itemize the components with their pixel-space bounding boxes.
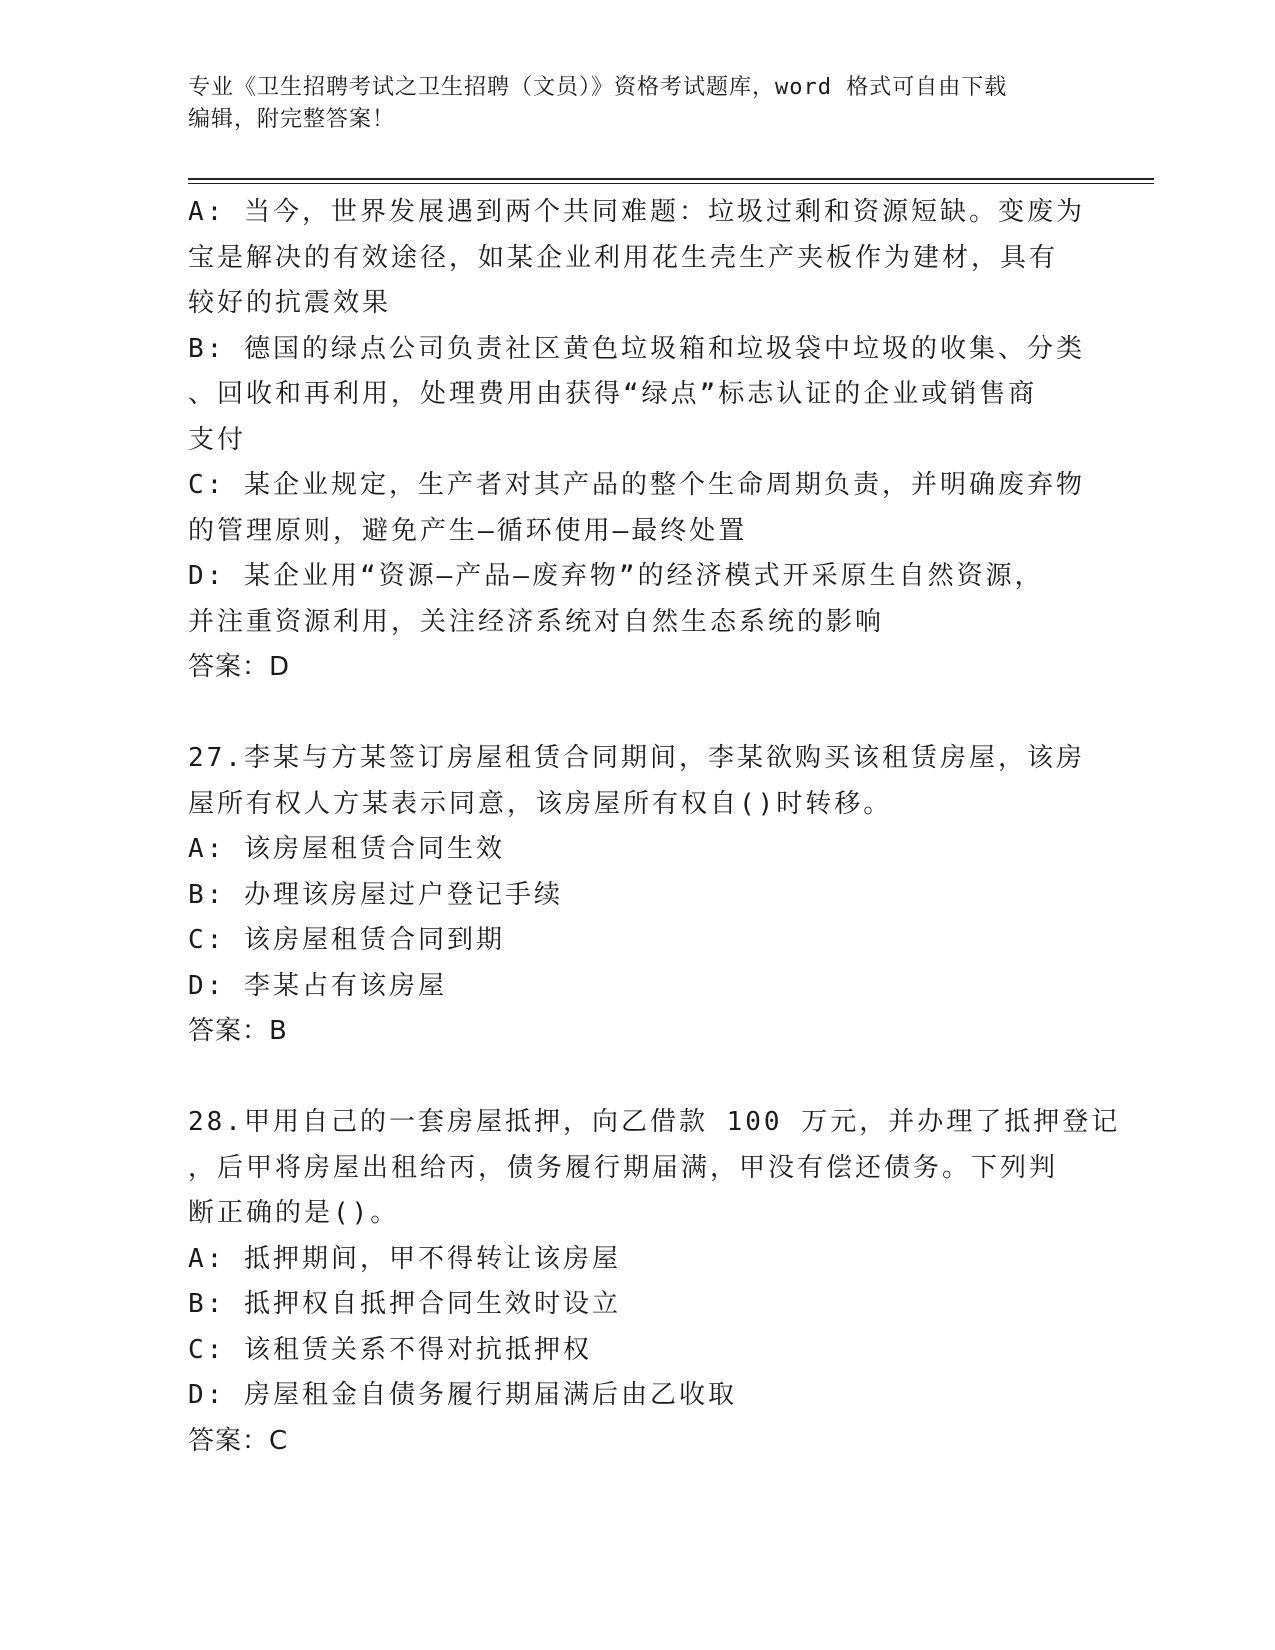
question-28 [188, 1100, 1121, 1464]
stem-text-line: 屋所有权人方某表示同意，该房屋所有权自()时转移。 [188, 788, 893, 819]
option-text-line: 较好的抗震效果 [188, 288, 392, 318]
option-text-line: B: 德国的绿点公司负责社区黄色垃圾箱和垃圾袋中垃圾的收集、分类 [188, 333, 1085, 364]
header-rule-thin [188, 183, 1154, 184]
option-text-line: 宝是解决的有效途径，如某企业利用花生壳生产夹板作为建材，具有 [188, 242, 1059, 273]
question-spacer [188, 1055, 1088, 1101]
header-line-2: 编辑，附完整答案！ [188, 107, 396, 132]
question-spacer [188, 691, 1088, 737]
answer-line: 答案：B [188, 1016, 288, 1046]
document-header [188, 72, 1088, 136]
option-a [188, 190, 1088, 327]
option-c [188, 463, 1088, 554]
stem-text-line: 28.甲用自己的一套房屋抵押，向乙借款 100 万元，并办理了抵押登记 [188, 1107, 1121, 1137]
question-27 [188, 736, 1088, 1055]
answer-line: 答案：C [188, 1425, 289, 1456]
option-text-line: D: 某企业用“资源—产品—废弃物”的经济模式开采原生自然资源， [188, 561, 1044, 591]
stem-text-line: 27.李某与方某签订房屋租赁合同期间，李某欲购买该租赁房屋，该房 [188, 743, 1085, 773]
option-text-line: 、回收和再利用，处理费用由获得“绿点”标志认证的企业或销售商 [188, 379, 1038, 409]
option-text-line: C: 某企业规定，生产者对其产品的整个生命周期负责，并明确废弃物 [188, 470, 1085, 500]
option-text-line: A: 当今，世界发展遇到两个共同难题：垃圾过剩和资源短缺。变废为 [188, 197, 1085, 227]
option-b: B: 抵押权自抵押合同生效时设立 [188, 1289, 621, 1319]
stem-text-line: 断正确的是()。 [188, 1198, 400, 1228]
option-b [188, 327, 1088, 464]
option-d: D: 李某占有该房屋 [188, 970, 447, 1001]
answer-line: 答案：D [188, 652, 291, 682]
question-26 [188, 190, 1088, 691]
option-c: C: 该房屋租赁合同到期 [188, 925, 505, 955]
header-rule-thick [188, 178, 1154, 180]
option-text-line: 的管理原则，避免产生—循环使用—最终处置 [188, 515, 748, 546]
option-text-line: 支付 [188, 424, 247, 455]
question-stem [188, 1100, 1121, 1237]
option-text-line: 并注重资源利用，关注经济系统对自然生态系统的影响 [188, 606, 885, 637]
option-a: A: 抵押期间，甲不得转让该房屋 [188, 1243, 621, 1274]
option-c: C: 该租赁关系不得对抗抵押权 [188, 1334, 592, 1365]
option-d [188, 554, 1088, 645]
header-line-1: 专业《卫生招聘考试之卫生招聘（文员）》资格考试题库，word 格式可自由下载 [188, 75, 1008, 100]
stem-text-line: ，后甲将房屋出租给丙，债务履行期届满，甲没有偿还债务。下列判 [188, 1152, 1059, 1183]
document-body [188, 190, 1121, 1464]
option-a: A: 该房屋租赁合同生效 [188, 834, 505, 864]
option-d: D: 房屋租金自债务履行期届满后由乙收取 [188, 1380, 737, 1410]
question-stem [188, 736, 1088, 827]
option-b: B: 办理该房屋过户登记手续 [188, 879, 563, 910]
